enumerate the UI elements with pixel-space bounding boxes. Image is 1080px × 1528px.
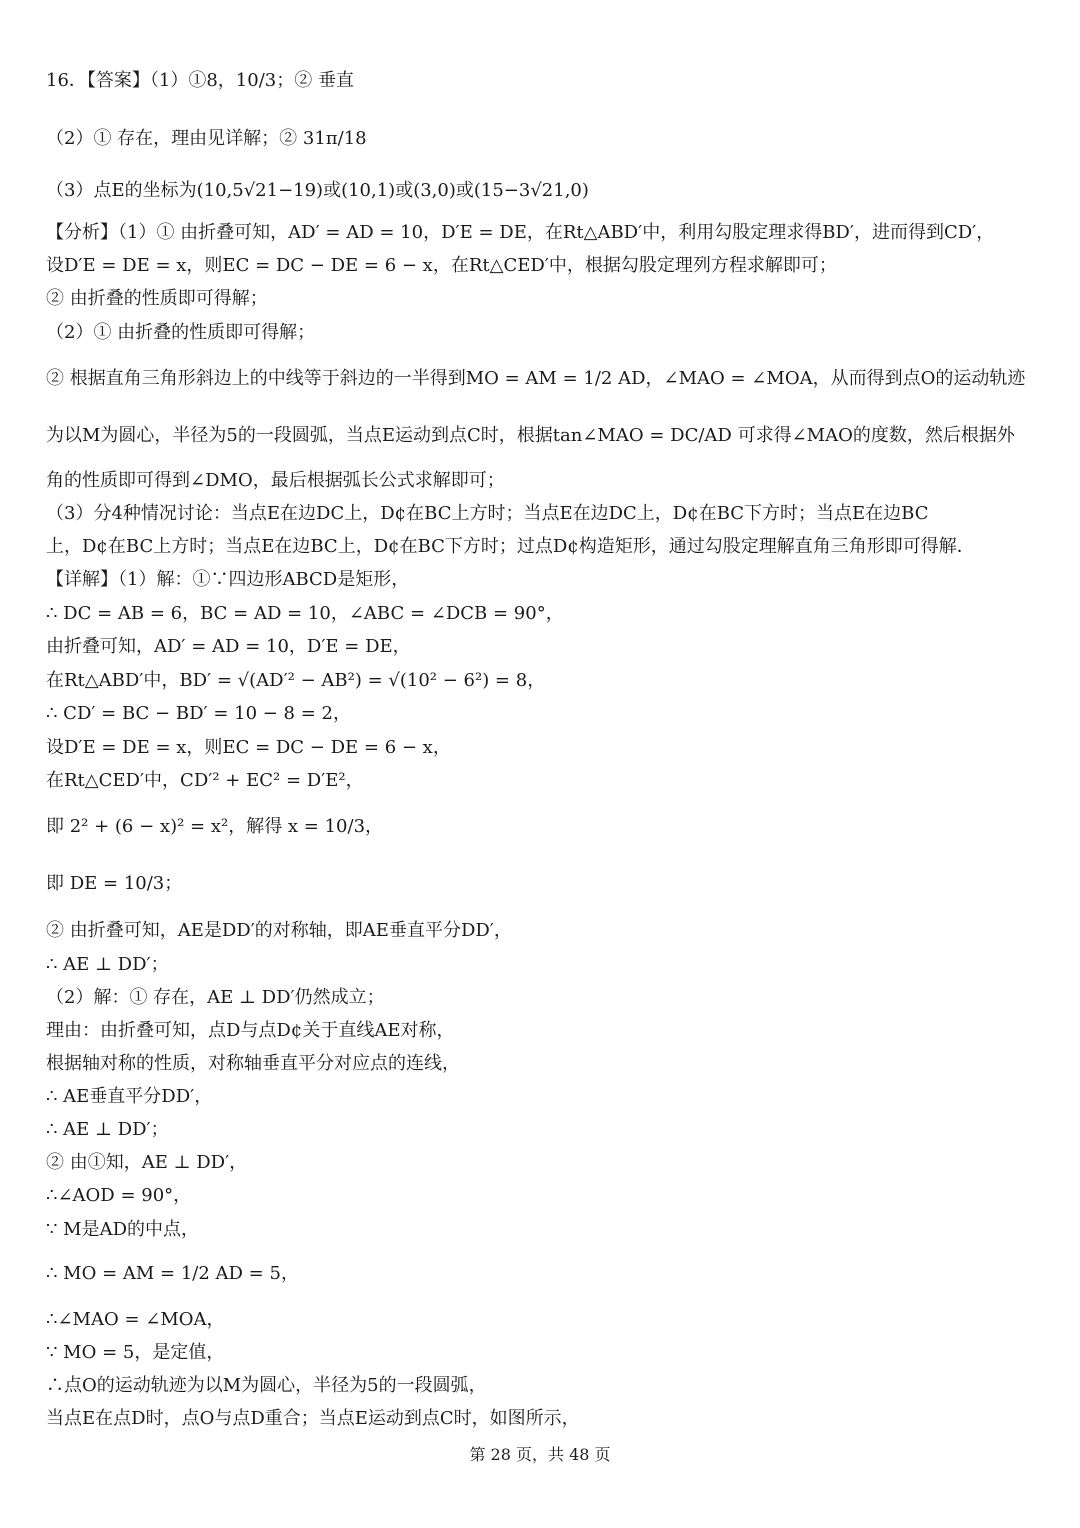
detail-line-14: 根据轴对称的性质，对称轴垂直平分对应点的连线， (46, 1053, 460, 1074)
analysis-line-7: 角的性质即可得到∠DMO，最后根据弧长公式求解即可； (46, 470, 505, 491)
answer-header-line: 16．【答案】（1）①8，10/3；② 垂直 (46, 70, 354, 91)
detail-line-3: 由折叠可知，AD′ = AD = 10，D′E = DE， (46, 636, 411, 657)
detail-line-10: ② 由折叠可知，AE是DD′的对称轴，即AE垂直平分DD′， (46, 920, 512, 941)
detail-line-23: ∴点O的运动轨迹为以M为圆心，半径为5的一段圆弧， (46, 1375, 487, 1396)
page-footer: 第 28 页，共 48 页 (469, 1445, 611, 1464)
detail-line-13: 理由：由折叠可知，点D与点D¢关于直线AE对称， (46, 1020, 455, 1041)
detail-line-5: ∴ CD′ = BC − BD′ = 10 − 8 = 2， (46, 703, 351, 724)
detail-line-19: ∵ M是AD的中点， (46, 1219, 200, 1240)
detail-line-4: 在Rt△ABD′中，BD′ = √(AD′² − AB²) = √(10² − 6²) = 8， (46, 670, 546, 691)
analysis-line-3: ② 由折叠的性质即可得解； (46, 288, 268, 309)
detail-line-2: ∴ DC = AB = 6，BC = AD = 10，∠ABC = ∠DCB = 90°， (46, 603, 564, 624)
detail-line-15: ∴ AE垂直平分DD′， (46, 1086, 213, 1107)
analysis-line-9: 上，D¢在BC上方时；当点E在边BC上，D¢在BC下方时；过点D¢构造矩形，通过勾股定理解直角三角形即可得解． (46, 536, 975, 557)
analysis-line-5: ② 根据直角三角形斜边上的中线等于斜边的一半得到MO = AM = 1/2 AD，∠MAO = ∠MOA，从而得到点O的运动轨迹 (46, 368, 1026, 389)
answer-line-2: （2）① 存在，理由见详解；② 31π/18 (46, 128, 367, 149)
detail-line-24: 当点E在点D时，点O与点D重合；当点E运动到点C时，如图所示， (46, 1408, 580, 1429)
analysis-line-2: 设D′E = DE = x，则EC = DC − DE = 6 − x，在Rt△CED′中，根据勾股定理列方程求解即可； (46, 255, 837, 276)
detail-line-6: 设D′E = DE = x，则EC = DC − DE = 6 − x， (46, 737, 451, 758)
detail-line-11: ∴ AE ⊥ DD′； (46, 954, 169, 975)
detail-line-21: ∴∠MAO = ∠MOA， (46, 1309, 225, 1330)
analysis-line-4: （2）① 由折叠的性质即可得解； (46, 322, 316, 343)
detail-line-20: ∴ MO = AM = 1/2 AD = 5， (46, 1263, 299, 1284)
detail-line-1: 【详解】（1）解：①∵四边形ABCD是矩形， (46, 569, 410, 590)
analysis-line-8: （3）分4种情况讨论：当点E在边DC上，D¢在BC上方时；当点E在边DC上，D¢在BC下方时；当点E在边BC (46, 503, 929, 524)
detail-line-7: 在Rt△CED′中，CD′² + EC² = D′E²， (46, 770, 364, 791)
detail-line-12: （2）解：① 存在，AE ⊥ DD′仍然成立； (46, 987, 385, 1008)
detail-line-9: 即 DE = 10/3； (46, 873, 183, 894)
answer-line-3: （3）点E的坐标为(10,5√21−19)或(10,1)或(3,0)或(15−3√21,0) (46, 180, 589, 201)
analysis-line-1: 【分析】（1）① 由折叠可知，AD′ = AD = 10，D′E = DE，在Rt△ABD′中，利用勾股定理求得BD′，进而得到CD′， (46, 222, 995, 243)
detail-line-16: ∴ AE ⊥ DD′； (46, 1119, 169, 1140)
detail-line-22: ∵ MO = 5，是定值， (46, 1342, 225, 1363)
detail-line-18: ∴∠AOD = 90°， (46, 1185, 192, 1206)
detail-line-17: ② 由①知，AE ⊥ DD′， (46, 1152, 248, 1173)
detail-line-8: 即 2² + (6 − x)² = x²，解得 x = 10/3， (46, 816, 384, 837)
analysis-line-6: 为以M为圆心，半径为5的一段圆弧，当点E运动到点C时，根据tan∠MAO = DC/AD 可求得∠MAO的度数，然后根据外 (46, 425, 1015, 446)
